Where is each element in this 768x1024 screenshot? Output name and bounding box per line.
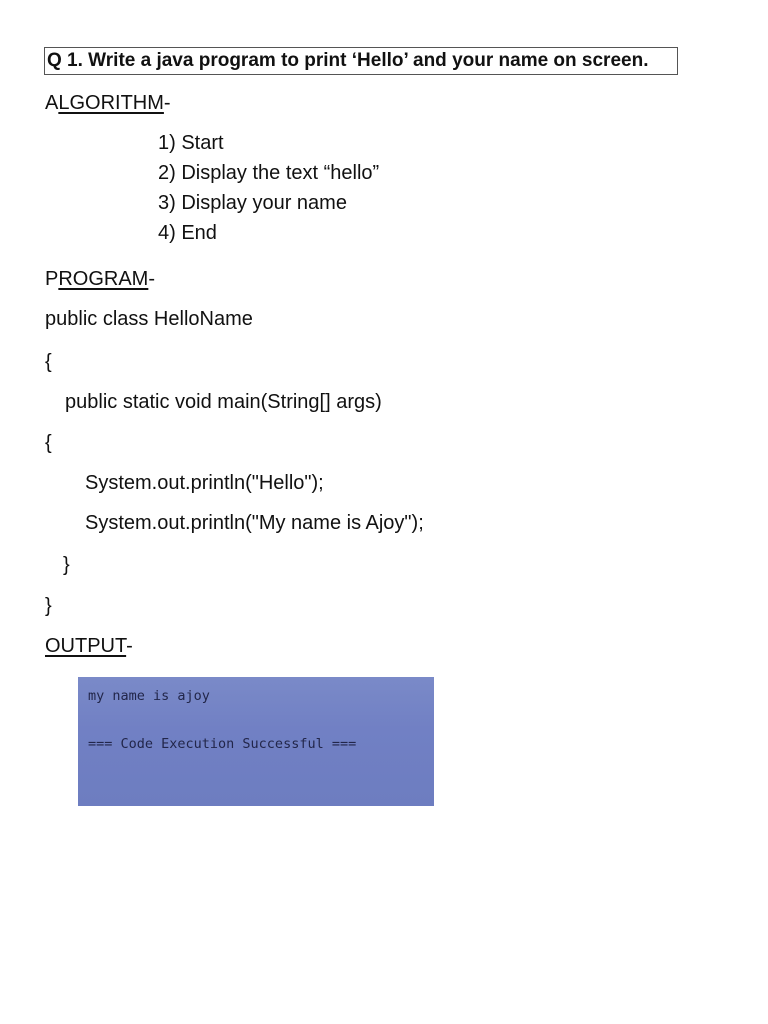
console-status-line: === Code Execution Successful ===: [88, 736, 357, 752]
algorithm-heading-first-letter: A: [45, 92, 59, 114]
question-title: Q 1. Write a java program to print ‘Hello’ and your name on screen.: [44, 47, 678, 75]
code-line-print-name: System.out.println("My name is Ajoy");: [85, 512, 424, 534]
output-heading-underlined: OUTPUT: [45, 635, 127, 657]
output-heading: [45, 634, 133, 658]
algorithm-steps: [158, 128, 379, 248]
program-heading-suffix: -: [148, 268, 156, 290]
algorithm-step: 3) Display your name: [158, 192, 347, 214]
algorithm-step: 4) End: [158, 222, 217, 244]
algorithm-heading-suffix: -: [163, 92, 171, 114]
output-heading-suffix: -: [126, 635, 133, 657]
code-line-class-declaration: public class HelloName: [45, 308, 253, 330]
output-screenshot: [78, 677, 434, 806]
program-heading-underlined: ROGRAM: [58, 268, 149, 290]
algorithm-step: 1) Start: [158, 132, 224, 154]
code-line-main-method: public static void main(String[] args): [65, 391, 382, 413]
algorithm-step: 2) Display the text “hello”: [158, 162, 380, 184]
code-line-open-brace: {: [45, 432, 52, 454]
code-line-close-brace: }: [63, 554, 70, 576]
code-line-print-hello: System.out.println("Hello");: [85, 472, 324, 494]
code-line-close-brace: }: [45, 595, 52, 617]
code-line-open-brace: {: [45, 351, 52, 373]
algorithm-heading: [45, 91, 171, 115]
algorithm-heading-underlined: LGORITHM: [58, 92, 164, 114]
program-heading-first-letter: P: [45, 268, 59, 290]
program-heading: [45, 267, 155, 291]
console-output-line: my name is ajoy: [88, 688, 210, 704]
